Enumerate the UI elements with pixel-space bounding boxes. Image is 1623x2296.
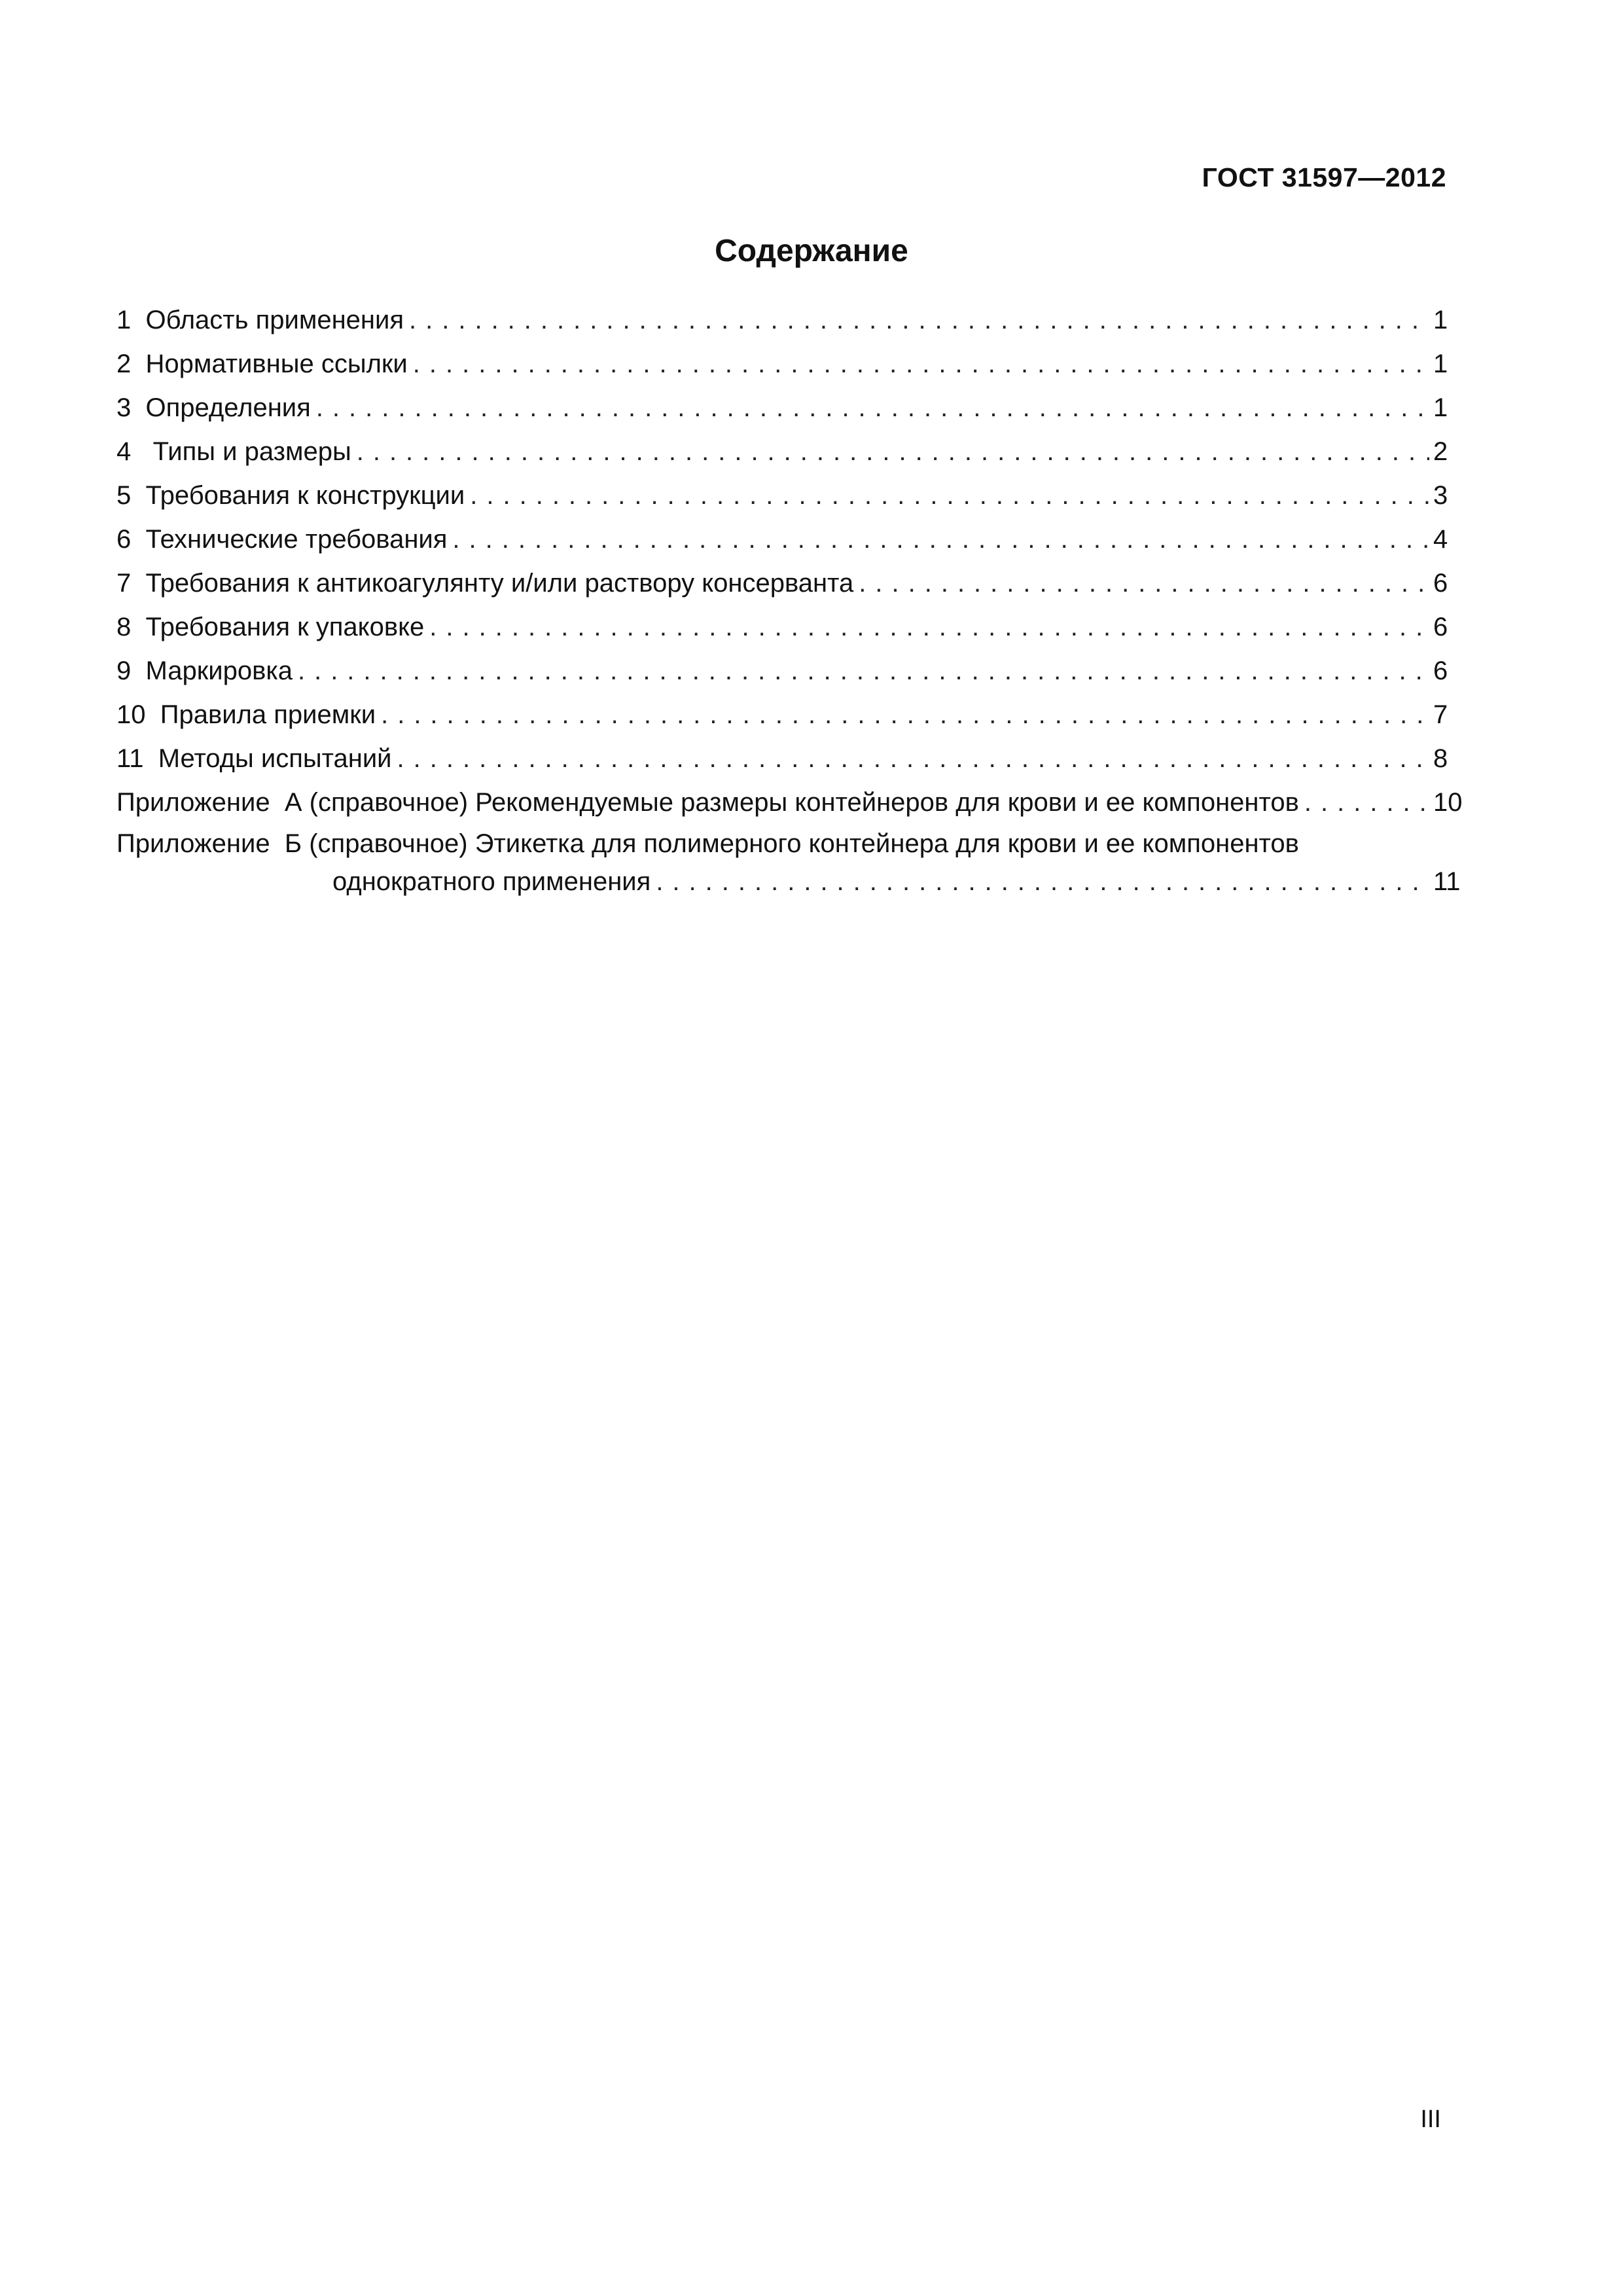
toc-entry-normative-references[interactable]: [116, 342, 1446, 386]
toc-entry-page: 6: [1433, 656, 1448, 685]
toc-leader-dots: [381, 693, 1429, 737]
toc-entry-number: 4: [116, 437, 153, 466]
toc-entry-number: 10: [116, 700, 160, 729]
toc-entry-design-requirements[interactable]: [116, 474, 1446, 518]
toc-title: Содержание: [715, 234, 908, 268]
toc-entry-label: Область применения: [145, 306, 404, 334]
toc-entry-page: 11: [1433, 867, 1461, 896]
toc-entry-definitions[interactable]: [116, 386, 1446, 430]
toc-entry-label: Требования к упаковке: [145, 613, 425, 641]
toc-entry-label: Нормативные ссылки: [145, 350, 408, 378]
toc-entry-label: Требования к конструкции: [145, 481, 465, 510]
table-of-contents: [116, 298, 1463, 905]
toc-entry-number: 3: [116, 393, 146, 422]
document-code: ГОСТ 31597—2012: [1202, 162, 1446, 192]
toc-entry-number: 7: [116, 569, 146, 598]
toc-leader-dots: [1304, 781, 1429, 825]
toc-leader-dots: [298, 649, 1429, 693]
toc-entry-appendix-a[interactable]: [116, 781, 1463, 825]
toc-entry-number: 1: [116, 306, 146, 334]
toc-entry-page: 6: [1433, 569, 1448, 598]
toc-leader-dots: [470, 474, 1429, 518]
toc-entry-appendix-b[interactable]: [116, 825, 1461, 905]
toc-leader-dots: [429, 605, 1429, 649]
toc-leader-dots: [656, 863, 1429, 901]
toc-entry-label: Маркировка: [145, 656, 293, 685]
toc-entry-page: 10: [1433, 788, 1463, 817]
toc-entry-label: А (справочное) Рекомендуемые размеры контейнеров для крови и ее компонентов: [284, 788, 1299, 817]
toc-leader-dots: [316, 386, 1429, 430]
toc-leader-dots: [413, 342, 1429, 386]
toc-entry-test-methods[interactable]: [116, 737, 1446, 781]
toc-entry-page: 1: [1433, 350, 1448, 378]
toc-entry-page: 1: [1433, 393, 1448, 422]
toc-entry-scope[interactable]: [116, 298, 1446, 342]
toc-entry-technical-requirements[interactable]: [116, 518, 1446, 562]
toc-entry-number: 6: [116, 525, 146, 554]
toc-entry-number: 2: [116, 350, 146, 378]
toc-entry-label: Технические требования: [145, 525, 448, 554]
toc-entry-label: Б (справочное) Этикетка для полимерного контейнера для крови и ее компонентов: [284, 829, 1299, 858]
toc-entry-page: 2: [1433, 437, 1448, 466]
toc-leader-dots: [452, 518, 1429, 562]
toc-leader-dots: [397, 737, 1429, 781]
toc-entry-number: 9: [116, 656, 146, 685]
toc-entry-page: 8: [1433, 744, 1448, 773]
toc-entry-number: 8: [116, 613, 146, 641]
toc-entry-label: Требования к антикоагулянту и/или раствору консерванта: [145, 569, 854, 598]
toc-entry-number: Приложение: [116, 829, 285, 858]
toc-leader-dots: [409, 298, 1429, 342]
toc-entry-label-continuation: однократного применения: [332, 867, 651, 896]
toc-entry-label: Типы и размеры: [152, 437, 351, 466]
toc-entry-page: 7: [1433, 700, 1448, 729]
toc-entry-anticoagulant-requirements[interactable]: [116, 562, 1446, 605]
toc-entry-page: 3: [1433, 481, 1448, 510]
toc-entry-label: Правила приемки: [160, 700, 376, 729]
toc-entry-acceptance-rules[interactable]: [116, 693, 1446, 737]
toc-entry-number: 11: [116, 744, 158, 773]
toc-leader-dots: [859, 562, 1429, 605]
toc-entry-label: Методы испытаний: [158, 744, 392, 773]
page-number: III: [1420, 2106, 1441, 2133]
toc-leader-dots: [357, 430, 1429, 474]
toc-entry-number: 5: [116, 481, 146, 510]
toc-entry-types-and-sizes[interactable]: [116, 430, 1446, 474]
toc-entry-page: 1: [1433, 306, 1448, 334]
toc-entry-packaging-requirements[interactable]: [116, 605, 1446, 649]
toc-entry-marking[interactable]: [116, 649, 1446, 693]
toc-entry-label: Определения: [145, 393, 311, 422]
toc-entry-page: 6: [1433, 613, 1448, 641]
toc-entry-number: Приложение: [116, 788, 285, 817]
toc-entry-page: 4: [1433, 525, 1448, 554]
